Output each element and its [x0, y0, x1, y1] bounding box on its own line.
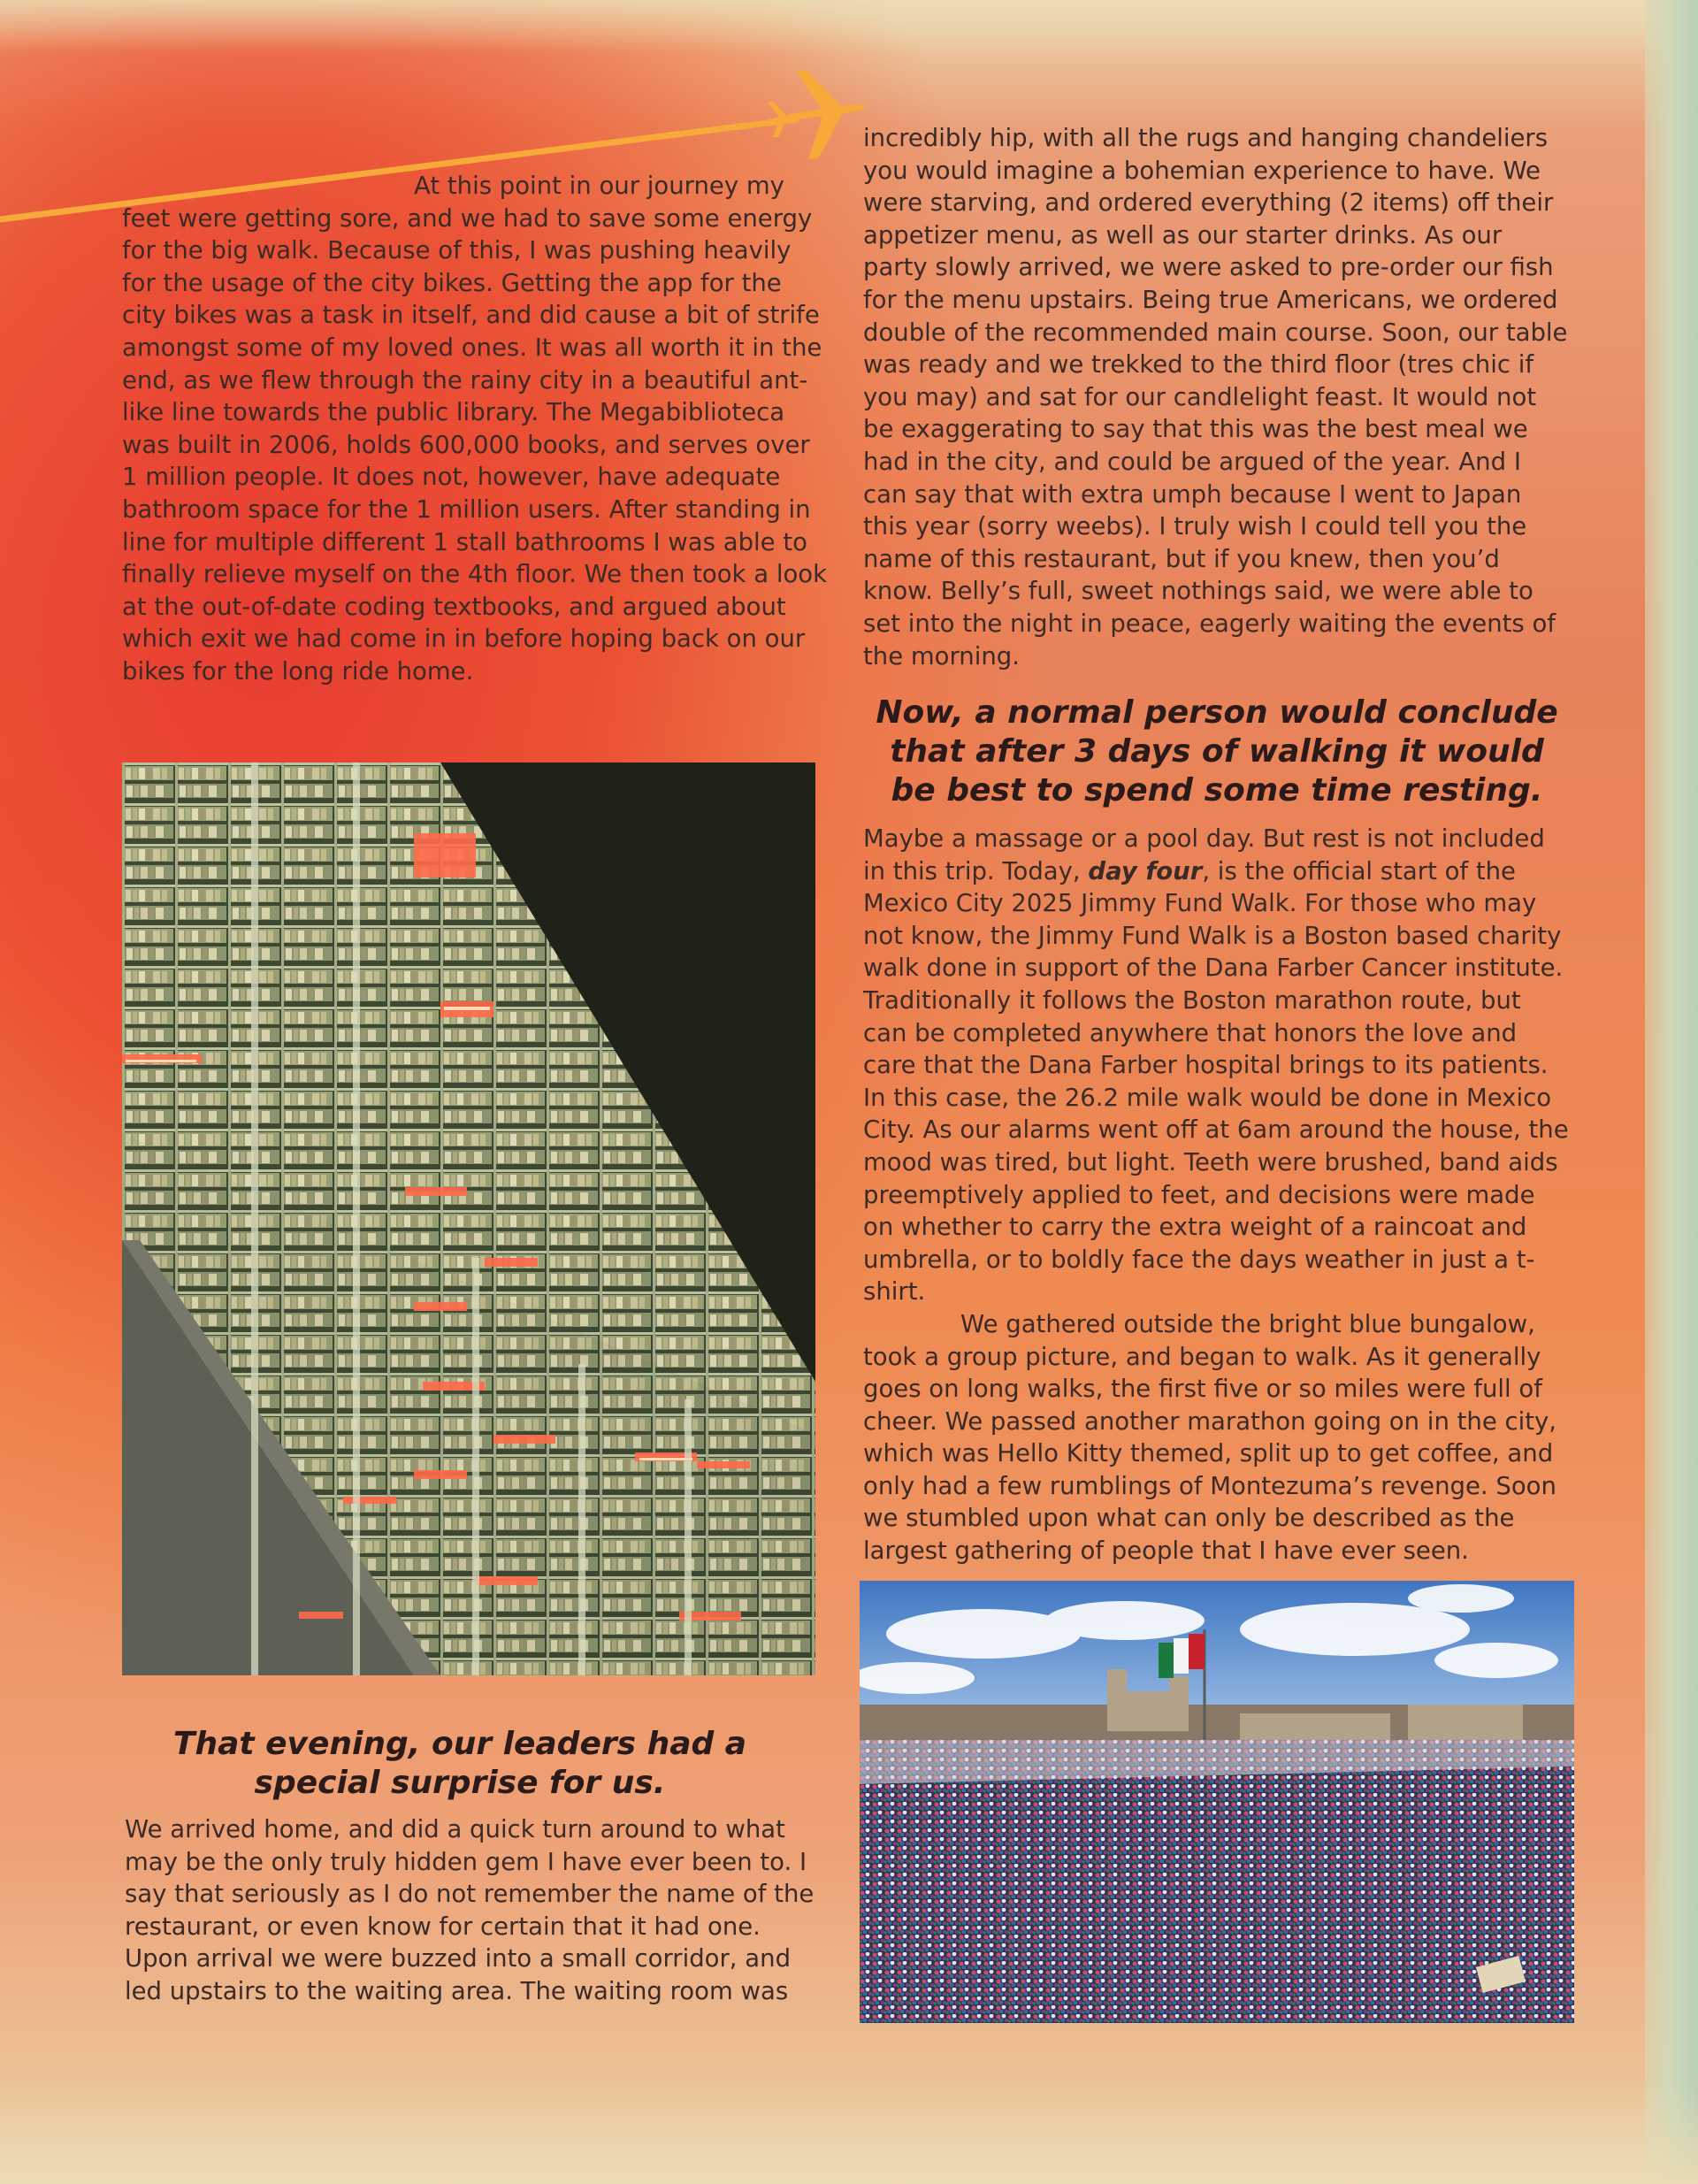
right-paragraph-2-end: , is the official start of the Mexico City 2025 Jimmy Fund Walk. For those who may not know, the Jimmy Fund Walk is a Boston based charity walk done in support of the Dana Farber Cancer institute. Traditionally it follows the Boston marathon route, but can be completed anywhere that honors the love and care that the Dana Farber hospital brings to its patients. In this case, the 26.2 mile walk would be done in Mexico City. As our alarms went off at 6am around the house, the mood was tired, but light. Teeth were brushed, band aids preemptively applied to feet, and decisions were made on whether to carry the extra weight of a raincoat and umbrella, or to boldly face the days weather in just a t-shirt. [863, 856, 1569, 1307]
day-four-emphasis: day four [1088, 856, 1203, 885]
right-section-heading: Now, a normal person would conclude that after 3 days of walking it would be best to spend some time resting. [876, 694, 1558, 808]
page-top-fade [0, 0, 1698, 53]
right-paragraph-2 [863, 823, 1571, 1308]
library-bookshelves-photo [122, 762, 815, 1675]
right-column-top [863, 122, 1571, 672]
right-paragraph-1: incredibly hip, with all the rugs and hanging chandeliers you would imagine a bohemian experience to have. We were starving, and ordered everything (2 items) off their appetizer menu, as well as our starter drinks. As our party slowly arrived, we were asked to pre-order our fish for the menu upstairs. Being true Americans, we ordered double of the recommended main course. Soon, our table was ready and we trekked to the third floor (tres chic if you may) and sat for our candlelight feast. It would not be exaggerating to say that this was the best meal we had in the city, and could be argued of the year. And I can say that with extra umph because I went to Japan this year (sorry weebs). I truly wish I could tell you the name of this restaurant, but if you knew, then you’d know. Belly’s full, sweet nothings said, we were able to set into the night in peace, eagerly waiting the events of the morning. [863, 124, 1568, 671]
left-section-heading: That evening, our leaders had a special surprise for us. [172, 1726, 747, 1801]
left-column-top [122, 170, 830, 688]
page-right-edge [1645, 0, 1698, 2184]
left-paragraph-1: At this point in our journey my feet were getting sore, and we had to save some energy for the big walk. Because of this, I was pushing heavily for the usage of the city bikes. Getting the app for the city bikes was a task in itself, and did cause a bit of strife amongst some of my loved ones. It was all worth it in the end, as we flew through the rainy city in a beautiful ant-like line towards the public library. The Megabiblioteca was built in 2006, holds 600,000 books, and serves over 1 million people. It does not, however, have adequate bathroom space for the 1 million users. After standing in line for multiple different 1 stall bathrooms I was able to finally relieve myself on the 4th floor. We then took a look at the out-of-date coding textbooks, and argued about which exit we had come in in before hoping back on our bikes for the long ride home. [122, 172, 828, 686]
page-bottom-fade [0, 2087, 1698, 2184]
airplane-icon [764, 63, 872, 164]
right-paragraph-2-start: Maybe a massage or a pool day. But rest is not included in this trip. Today, [863, 824, 1545, 885]
right-paragraph-3: We gathered outside the bright blue bungalow, took a group picture, and began to walk. As it generally goes on long walks, the first five or so miles were full of cheer. We passed another marathon going on in the city, which was Hello Kitty themed, split up to get coffee, and only had a few rumblings of Montezuma’s revenge. Soon we stumbled upon what can only be described as the largest gathering of people that I have ever seen. [863, 1309, 1557, 1566]
zocalo-crowd-photo [860, 1581, 1574, 2023]
left-column-bottom [125, 1813, 815, 2008]
left-paragraph-2: We arrived home, and did a quick turn around to what may be the only truly hidden gem I have ever been to. I say that seriously as I do not remember the name of the restaurant, or even know for certain that it had one. Upon arrival we were buzzed into a small corridor, and led upstairs to the waiting area. The waiting room was [125, 1815, 815, 2005]
right-column-middle [863, 823, 1571, 1567]
